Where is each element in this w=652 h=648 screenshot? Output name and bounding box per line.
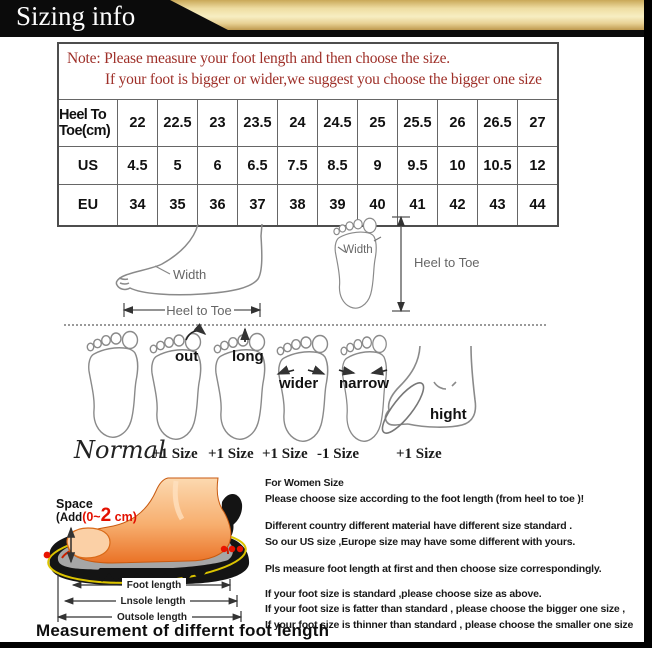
bottom-caption: Measurement of differnt foot length bbox=[36, 621, 330, 640]
out-label: out bbox=[175, 348, 199, 365]
info-line: If your foot size is thinner than standard , please choose the smaller one size bbox=[265, 618, 634, 631]
space-add-red: (0~ bbox=[82, 510, 101, 524]
size-cell: 22.5 bbox=[157, 100, 197, 146]
size-cell: 26.5 bbox=[477, 100, 517, 146]
size-note bbox=[59, 44, 557, 99]
size-cell: 5 bbox=[157, 147, 197, 184]
gold-ribbon bbox=[170, 0, 645, 30]
dotted-divider bbox=[64, 324, 546, 326]
hight-label: hight bbox=[430, 406, 467, 423]
top-heel-to-toe-label: Heel to Toe bbox=[414, 255, 480, 270]
row-label-heel-to-toe: Heel To Toe(cm) bbox=[59, 107, 111, 139]
space-add-prefix: (Add bbox=[56, 512, 83, 524]
long-label: long bbox=[232, 348, 264, 365]
header-bar bbox=[0, 0, 652, 37]
size-cell: 36 bbox=[197, 185, 237, 225]
caption-hight-size: +1 Size bbox=[396, 446, 442, 462]
foot-length-label: Foot length bbox=[126, 580, 182, 591]
table-row-heel-to-toe bbox=[59, 99, 557, 146]
row-label-us: US bbox=[77, 157, 99, 174]
size-cell: 25.5 bbox=[397, 100, 437, 146]
size-cell: 23 bbox=[197, 100, 237, 146]
insole-length-label: Lnsole length bbox=[120, 596, 186, 607]
info-line: So our US size ,Europe size may have some different with yours. bbox=[265, 535, 576, 548]
size-cell: 10 bbox=[437, 147, 477, 184]
info-line: Different country different material have different size standard . bbox=[265, 520, 572, 532]
side-heel-to-toe-label: Heel to Toe bbox=[166, 303, 232, 318]
caption-long-size: +1 Size bbox=[208, 446, 254, 462]
side-foot-illustration bbox=[110, 224, 290, 322]
space-add-big-number: 2 bbox=[100, 505, 112, 526]
size-cell: 43 bbox=[477, 185, 517, 225]
size-cell: 12 bbox=[517, 147, 557, 184]
size-cell: 41 bbox=[397, 185, 437, 225]
size-cell: 27 bbox=[517, 100, 557, 146]
size-cell: 9.5 bbox=[397, 147, 437, 184]
size-cell: 9 bbox=[357, 147, 397, 184]
caption-out-size: +1 Size bbox=[152, 446, 198, 462]
top-width-label: Width bbox=[343, 244, 373, 256]
shoe-art bbox=[44, 478, 249, 589]
info-line: If your foot size is fatter than standard , please choose the bigger one size , bbox=[265, 603, 625, 615]
size-cell: 42 bbox=[437, 185, 477, 225]
note-line-2: If your foot is bigger or wider,we suggest you choose the bigger one size bbox=[105, 70, 542, 88]
size-cell: 22 bbox=[117, 100, 157, 146]
table-row-us bbox=[59, 146, 557, 184]
wider-label: wider bbox=[279, 375, 319, 392]
size-cell: 38 bbox=[277, 185, 317, 225]
size-cell: 34 bbox=[117, 185, 157, 225]
size-cell: 26 bbox=[437, 100, 477, 146]
size-cell: 24 bbox=[277, 100, 317, 146]
row-label-eu: EU bbox=[77, 197, 99, 213]
size-cell: 35 bbox=[157, 185, 197, 225]
info-line: If your foot size is standard ,please choose size as above. bbox=[265, 587, 542, 600]
size-cell: 6.5 bbox=[237, 147, 277, 184]
size-cell: 6 bbox=[197, 147, 237, 184]
side-width-label: Width bbox=[173, 267, 207, 282]
bottom-border-strip bbox=[0, 642, 652, 648]
size-table bbox=[57, 42, 559, 227]
note-line-1: Note: Please measure your foot length and then choose the size. bbox=[67, 50, 450, 67]
top-foot-illustration bbox=[328, 214, 412, 314]
page-title: Sizing info bbox=[16, 1, 136, 31]
size-cell: 40 bbox=[357, 185, 397, 225]
caption-normal: Normal bbox=[74, 436, 166, 464]
ankle-height-figure bbox=[376, 346, 475, 438]
space-add-suffix: cm) bbox=[111, 510, 137, 524]
info-line: Pls measure foot length at first and then choose size correspondingly. bbox=[265, 563, 602, 575]
narrow-label: narrow bbox=[339, 375, 390, 392]
size-cell: 23.5 bbox=[237, 100, 277, 146]
info-line: For Women Size bbox=[265, 477, 344, 489]
size-cell: 4.5 bbox=[117, 147, 157, 184]
space-label-word: Space bbox=[56, 497, 93, 511]
size-cell: 24.5 bbox=[317, 100, 357, 146]
caption-narrow-size: -1 Size bbox=[317, 446, 360, 462]
size-cell: 7.5 bbox=[277, 147, 317, 184]
size-cell: 10.5 bbox=[477, 147, 517, 184]
right-border-strip bbox=[644, 0, 652, 648]
outsole-length-label: Outsole length bbox=[117, 612, 187, 623]
size-cell: 44 bbox=[517, 185, 557, 225]
space-label bbox=[56, 498, 137, 524]
size-cell: 25 bbox=[357, 100, 397, 146]
foot-types-illustration bbox=[78, 328, 550, 444]
size-cell: 8.5 bbox=[317, 147, 357, 184]
info-line: Please choose size according to the foot length (from heel to toe )! bbox=[265, 492, 584, 505]
table-row-eu bbox=[59, 184, 557, 225]
size-cell: 39 bbox=[317, 185, 357, 225]
caption-wider-size: +1 Size bbox=[262, 446, 308, 462]
info-text-block bbox=[265, 476, 645, 633]
size-cell: 37 bbox=[237, 185, 277, 225]
